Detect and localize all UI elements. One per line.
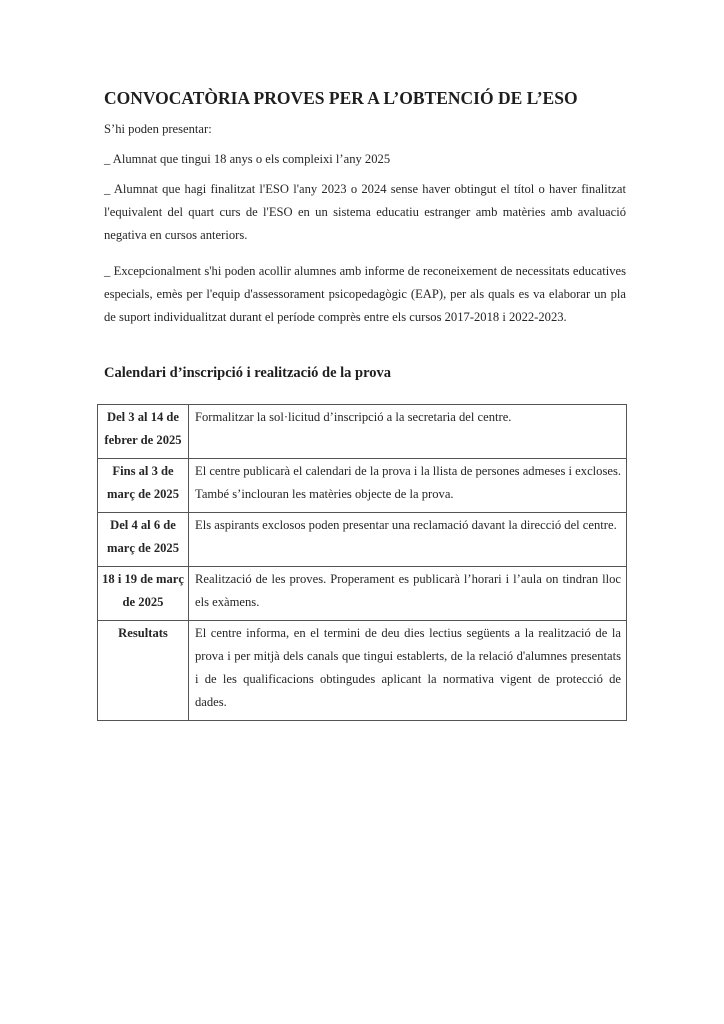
table-row bbox=[98, 459, 627, 513]
calendar-table bbox=[97, 404, 627, 721]
table-row bbox=[98, 621, 627, 721]
calendar-heading: Calendari d’inscripció i realització de la prova bbox=[104, 365, 392, 381]
document-title: CONVOCATÒRIA PROVES PER A L’OBTENCIÓ DE L’ESO bbox=[104, 88, 578, 108]
date-cell: 18 i 19 de març de 2025 bbox=[98, 567, 189, 621]
date-cell: Fins al 3 de març de 2025 bbox=[98, 459, 189, 513]
description-cell: El centre publicarà el calendari de la prova i la llista de persones admeses i excloses. També s’inclouran les matèries objecte de la prova. bbox=[189, 459, 627, 513]
table-row bbox=[98, 405, 627, 459]
table-row bbox=[98, 567, 627, 621]
description-cell: Els aspirants exclosos poden presentar una reclamació davant la direcció del centre. bbox=[189, 513, 627, 567]
eligibility-item: _ Alumnat que hagi finalitzat l'ESO l'any 2023 o 2024 sense haver obtingut el títol o haver finalitzat l'equivalent del quart curs de l'ESO en un sistema educatiu estranger amb matèries amb avaluació negativa en cursos anteriors. bbox=[104, 182, 626, 242]
date-cell: Del 3 al 14 de febrer de 2025 bbox=[98, 405, 189, 459]
description-cell: Realització de les proves. Properament es publicarà l’horari i l’aula on tindran lloc els exàmens. bbox=[189, 567, 627, 621]
eligibility-item: _ Excepcionalment s'hi poden acollir alumnes amb informe de reconeixement de necessitats educatives especials, emès per l'equip d'assessorament psicopedagògic (EAP), per als quals es va elaborar un pla de suport individualitzat durant el període comprès entre els cursos 2017-2018 i 2022-2023. bbox=[104, 264, 626, 324]
date-cell: Resultats bbox=[98, 621, 189, 721]
date-cell: Del 4 al 6 de març de 2025 bbox=[98, 513, 189, 567]
eligibility-item: _ Alumnat que tingui 18 anys o els compleixi l’any 2025 bbox=[104, 152, 391, 166]
description-cell: Formalitzar la sol·licitud d’inscripció a la secretaria del centre. bbox=[189, 405, 627, 459]
table-row bbox=[98, 513, 627, 567]
description-cell: El centre informa, en el termini de deu dies lectius següents a la realització de la prova i per mitjà dels canals que tingui establerts, de la relació d'alumnes presentats i de les qualificacions obtingudes aplicant la normativa vigent de protecció de dades. bbox=[189, 621, 627, 721]
intro-text: S’hi poden presentar: bbox=[104, 122, 212, 136]
